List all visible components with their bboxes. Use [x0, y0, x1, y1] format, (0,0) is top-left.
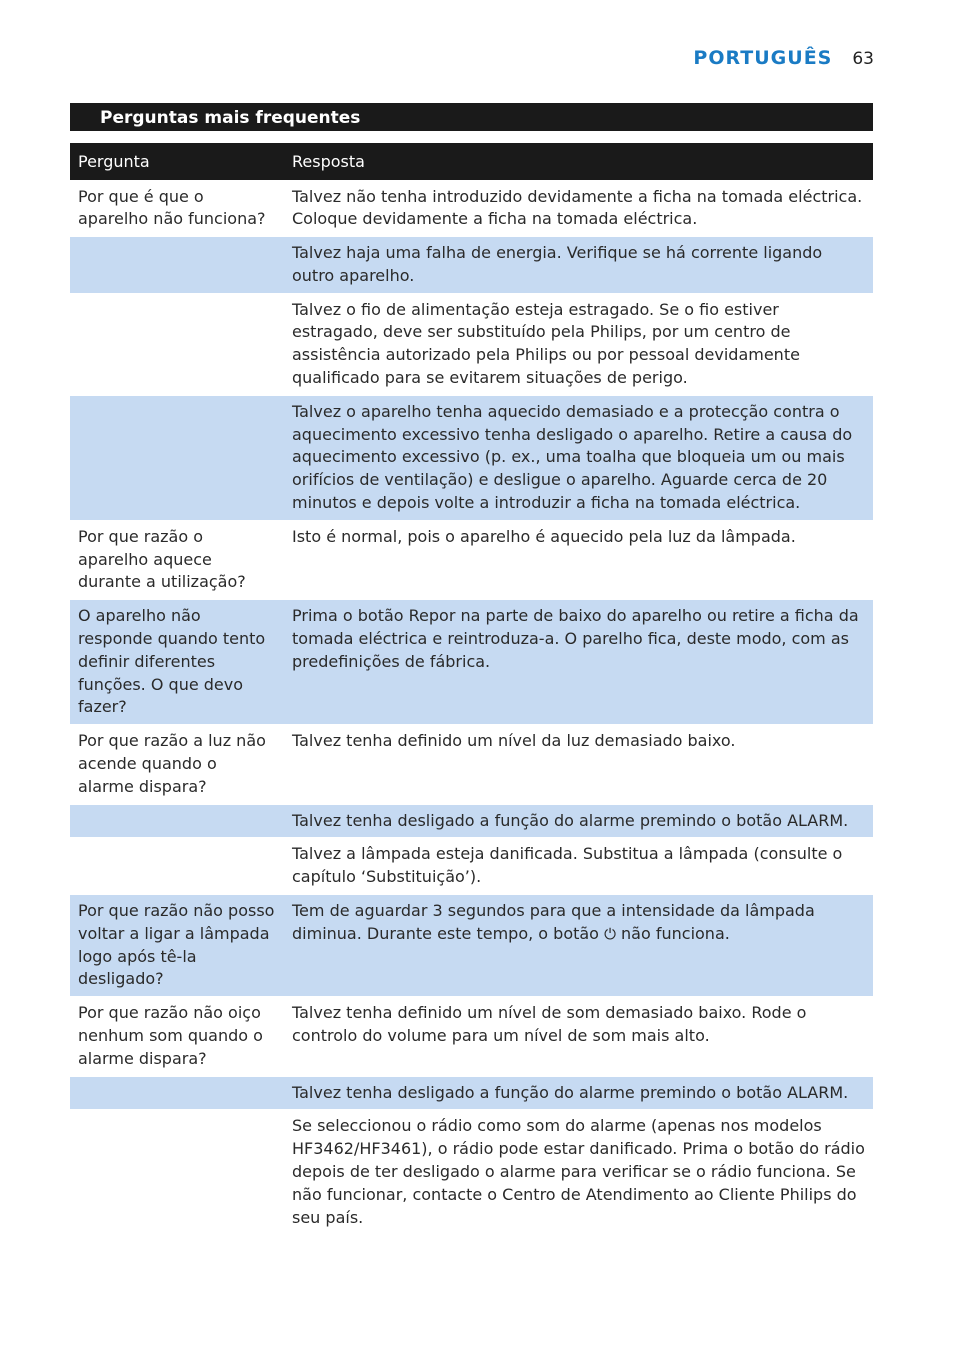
table-row: [70, 804, 873, 838]
table-row: [70, 293, 873, 395]
answer-cell: [284, 895, 873, 997]
table-row: [70, 237, 873, 294]
power-icon: ⏻: [604, 924, 616, 943]
table-row: [70, 395, 873, 520]
table-row: [70, 600, 873, 725]
answer-cell: Talvez a lâmpada esteja danificada. Substitua a lâmpada (consulte o capítulo ‘Substituição’).: [284, 838, 873, 895]
table-row: [70, 1110, 873, 1234]
question-cell: [70, 237, 284, 294]
answer-cell: Se seleccionou o rádio como som do alarme (apenas nos modelos HF3462/HF3461), o rádio pode estar danificado. Prima o botão do rádio depois de ter desligado o alarme para verificar se o rádio funciona. Se não funcionar, contacte o Centro de Atendimento ao Cliente Philips do seu país.: [284, 1110, 873, 1234]
question-cell: Por que razão não oiço nenhum som quando o alarme dispara?: [70, 997, 284, 1076]
question-cell: [70, 804, 284, 838]
table-row: [70, 895, 873, 997]
column-header-answer: Resposta: [284, 143, 873, 180]
question-cell: Por que razão não posso voltar a ligar a lâmpada logo após tê-la desligado?: [70, 895, 284, 997]
question-cell: Por que é que o aparelho não funciona?: [70, 180, 284, 237]
table-row: [70, 997, 873, 1076]
table-row: [70, 838, 873, 895]
question-cell: [70, 293, 284, 395]
faq-table: [70, 143, 873, 1234]
page-number: 63: [852, 49, 874, 69]
language-label: PORTUGUÊS: [693, 47, 833, 69]
answer-cell: Talvez tenha definido um nível da luz demasiado baixo.: [284, 725, 873, 804]
answer-cell: Prima o botão Repor na parte de baixo do aparelho ou retire a ficha da tomada eléctrica e reintroduza-a. O parelho fica, deste modo, com as predefinições de fábrica.: [284, 600, 873, 725]
question-cell: Por que razão o aparelho aquece durante a utilização?: [70, 520, 284, 599]
question-cell: O aparelho não responde quando tento definir diferentes funções. O que devo fazer?: [70, 600, 284, 725]
answer-cell: Talvez haja uma falha de energia. Verifique se há corrente ligando outro aparelho.: [284, 237, 873, 294]
question-cell: [70, 1076, 284, 1110]
table-row: [70, 725, 873, 804]
answer-cell: Talvez tenha desligado a função do alarme premindo o botão ALARM.: [284, 804, 873, 838]
page-header: [693, 47, 874, 69]
answer-cell: Isto é normal, pois o aparelho é aquecido pela luz da lâmpada.: [284, 520, 873, 599]
question-cell: [70, 838, 284, 895]
question-cell: [70, 395, 284, 520]
answer-cell: Talvez tenha definido um nível de som demasiado baixo. Rode o controlo do volume para um nível de som mais alto.: [284, 997, 873, 1076]
table-row: [70, 1076, 873, 1110]
table-row: [70, 180, 873, 237]
answer-cell: Talvez o aparelho tenha aquecido demasiado e a protecção contra o aquecimento excessivo tenha desligado o aparelho. Retire a causa do aquecimento excessivo (p. ex., uma toalha que bloqueia um ou mais orifícios de ventilação) e desligue o aparelho. Aguarde cerca de 20 minutos e depois volte a introduzir a ficha na tomada eléctrica.: [284, 395, 873, 520]
question-cell: Por que razão a luz não acende quando o alarme dispara?: [70, 725, 284, 804]
section-title: Perguntas mais frequentes: [70, 103, 873, 131]
answer-text-before-icon: Tem de aguardar 3 segundos para que a intensidade da lâmpada diminua. Durante este tempo, o botão: [292, 901, 815, 943]
answer-text-after-icon: não funciona.: [621, 923, 730, 943]
table-header-row: [70, 143, 873, 180]
answer-cell: Talvez não tenha introduzido devidamente a ficha na tomada eléctrica. Coloque devidamente a ficha na tomada eléctrica.: [284, 180, 873, 237]
answer-cell: Talvez o fio de alimentação esteja estragado. Se o fio estiver estragado, deve ser substituído pela Philips, por um centro de assistência autorizado pela Philips ou por pessoal devidamente qualificado para se evitarem situações de perigo.: [284, 293, 873, 395]
table-row: [70, 520, 873, 599]
question-cell: [70, 1110, 284, 1234]
column-header-question: Pergunta: [70, 143, 284, 180]
answer-cell: Talvez tenha desligado a função do alarme premindo o botão ALARM.: [284, 1076, 873, 1110]
